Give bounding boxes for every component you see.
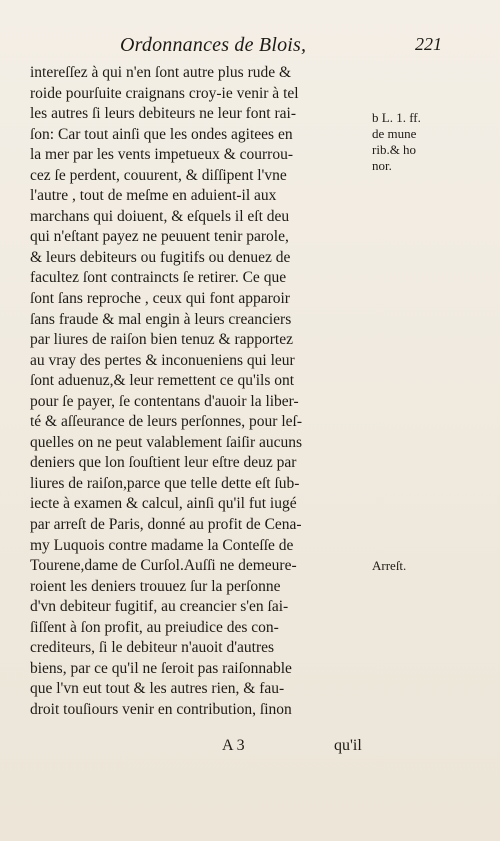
text-line: roient les deniers trouuez ſur la perſonne xyxy=(30,577,281,595)
text-line: cez ſe perdent, couurent, & diſſipent l'vne xyxy=(30,166,287,184)
text-line: intereſſez à qui n'en ſont autre plus rude & xyxy=(30,64,292,81)
text-line: pour ſe payer, ſe contentans d'auoir la liber- xyxy=(30,392,299,410)
signature-mark: A 3 xyxy=(222,737,245,754)
page-number: 221 xyxy=(415,34,442,54)
text-line: droit touſiours venir en contribution, ſinon xyxy=(30,700,292,718)
text-line: facultez ſont contraincts ſe retirer. Ce que xyxy=(30,269,287,287)
text-line: biens, par ce qu'il ne ſeroit pas raiſonnable xyxy=(30,659,292,677)
text-line: l'autre , tout de meſme en aduient-il aux xyxy=(30,187,277,205)
body-text xyxy=(30,63,378,721)
marginal-note: nor. xyxy=(372,158,392,174)
text-line: & leurs debiteurs ou fugitifs ou denuez de xyxy=(30,248,291,266)
running-title: Ordonnances de Blois, xyxy=(120,34,307,56)
text-line: la mer par les vents impetueux & courrou- xyxy=(30,146,293,164)
text-line: au vray des pertes & inconueniens qui leur xyxy=(30,351,295,369)
text-line: crediteurs, ſi le debiteur n'auoit d'autres xyxy=(30,639,275,657)
text-line: que l'vn eut tout & les autres rien, & fau- xyxy=(30,680,285,698)
catchword: qu'il xyxy=(334,737,362,754)
text-line: ſont aduenuz,& leur remettent ce qu'ils ont xyxy=(30,372,295,390)
text-line: té & aſſeurance de leurs perſonnes, pour leſ- xyxy=(30,413,302,431)
text-line: ſiſſent à ſon profit, au preiudice des con- xyxy=(30,618,279,636)
text-line: les autres ſi leurs debiteurs ne leur font rai- xyxy=(30,105,296,123)
text-line: quelles on ne peut valablement ſaiſir aucuns xyxy=(30,433,303,451)
text-line: marchans qui doiuent, & eſquels il eſt deu xyxy=(30,207,290,225)
text-line: my Luquois contre madame la Conteſſe de xyxy=(30,536,294,554)
text-line: qui n'eſtant payez ne peuuent tenir parole, xyxy=(30,228,289,246)
text-line: iecte à examen & calcul, ainſi qu'il fut iugé xyxy=(30,495,297,513)
text-line: ſon: Car tout ainſi que les ondes agitees en xyxy=(30,125,293,143)
text-line: ſont ſans reproche , ceux qui font apparoir xyxy=(30,290,290,308)
marginal-note: rib.& ho xyxy=(372,142,417,158)
page-header xyxy=(0,34,500,60)
text-line: d'vn debiteur fugitif, au creancier s'en ſai- xyxy=(30,598,289,616)
marginal-note: b L. 1. ff. xyxy=(372,110,421,126)
text-line: roide pourſuite craignans croy-ie venir à tel xyxy=(30,84,299,102)
text-line: deniers que lon ſouſtient leur eſtre deuz par xyxy=(30,454,297,472)
marginal-note: de mune xyxy=(372,126,417,142)
page-footer xyxy=(0,737,500,759)
text-line: liures de raiſon,parce que telle dette eſt ſub- xyxy=(30,474,300,492)
text-line: par liures de raiſon bien tenuz & rapportez xyxy=(30,331,293,349)
marginal-note: Arreſt. xyxy=(372,558,407,574)
text-line: ſans fraude & mal engin à leurs creanciers xyxy=(30,310,292,328)
text-line: Tourene,dame de Curſol.Auſſi ne demeure- xyxy=(30,557,297,575)
text-line: par arreſt de Paris, donné au profit de Cena- xyxy=(30,516,302,534)
